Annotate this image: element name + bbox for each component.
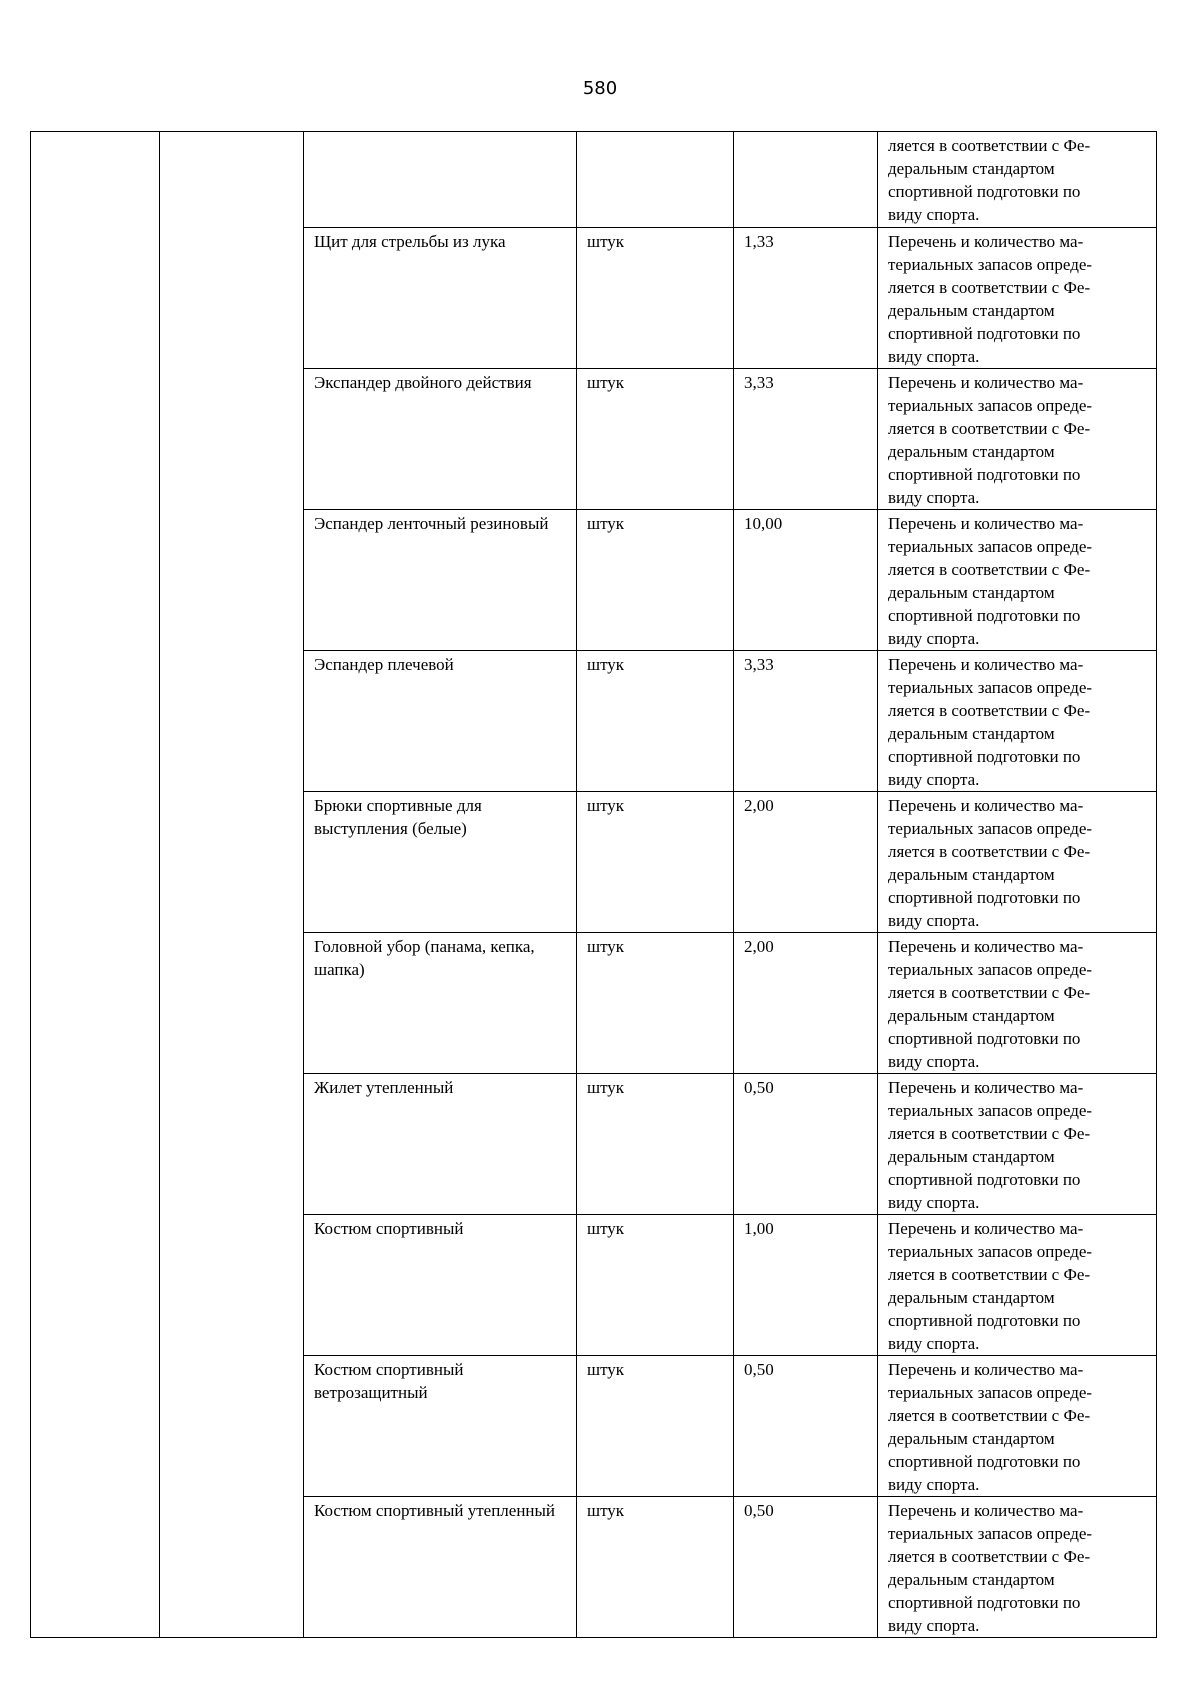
cell-quantity: 3,33 bbox=[734, 369, 878, 510]
cell-unit: штук bbox=[577, 228, 734, 369]
table-body bbox=[31, 132, 1157, 1638]
merged-cell-col2 bbox=[160, 132, 304, 1638]
cell-unit: штук bbox=[577, 792, 734, 933]
cell-quantity: 0,50 bbox=[734, 1356, 878, 1497]
cell-note: Перечень и количество ма- териальных запасов опреде- ляется в соответствии с Фе- деральным стандартом спортивной подготовки по виду спорта. bbox=[878, 792, 1157, 933]
cell-quantity: 3,33 bbox=[734, 651, 878, 792]
cell-quantity: 10,00 bbox=[734, 510, 878, 651]
cell-note: Перечень и количество ма- териальных запасов опреде- ляется в соответствии с Фе- деральным стандартом спортивной подготовки по виду спорта. bbox=[878, 369, 1157, 510]
merged-cell-col1 bbox=[31, 132, 160, 1638]
cell-name: Экспандер двойного действия bbox=[304, 369, 577, 510]
cell-quantity bbox=[734, 132, 878, 228]
cell-name: Эспандер ленточный резиновый bbox=[304, 510, 577, 651]
cell-note: Перечень и количество ма- териальных запасов опреде- ляется в соответствии с Фе- деральным стандартом спортивной подготовки по виду спорта. bbox=[878, 1497, 1157, 1638]
cell-name: Костюм спортивный ветрозащитный bbox=[304, 1356, 577, 1497]
cell-quantity: 1,00 bbox=[734, 1215, 878, 1356]
cell-note: Перечень и количество ма- териальных запасов опреде- ляется в соответствии с Фе- деральным стандартом спортивной подготовки по виду спорта. bbox=[878, 510, 1157, 651]
cell-name: Жилет утепленный bbox=[304, 1074, 577, 1215]
cell-unit: штук bbox=[577, 1215, 734, 1356]
cell-unit: штук bbox=[577, 933, 734, 1074]
page-number: 580 bbox=[582, 78, 618, 99]
equipment-table bbox=[30, 131, 1157, 1638]
cell-quantity: 1,33 bbox=[734, 228, 878, 369]
cell-note: Перечень и количество ма- териальных запасов опреде- ляется в соответствии с Фе- деральным стандартом спортивной подготовки по виду спорта. bbox=[878, 651, 1157, 792]
cell-unit: штук bbox=[577, 510, 734, 651]
cell-unit: штук bbox=[577, 369, 734, 510]
cell-unit: штук bbox=[577, 1497, 734, 1638]
cell-name: Щит для стрельбы из лука bbox=[304, 228, 577, 369]
cell-unit: штук bbox=[577, 651, 734, 792]
cell-quantity: 2,00 bbox=[734, 933, 878, 1074]
cell-note: Перечень и количество ма- териальных запасов опреде- ляется в соответствии с Фе- деральным стандартом спортивной подготовки по виду спорта. bbox=[878, 1356, 1157, 1497]
cell-name: Головной убор (панама, кепка, шапка) bbox=[304, 933, 577, 1074]
cell-name: Эспандер плечевой bbox=[304, 651, 577, 792]
cell-unit bbox=[577, 132, 734, 228]
cell-name bbox=[304, 132, 577, 228]
cell-note: Перечень и количество ма- териальных запасов опреде- ляется в соответствии с Фе- деральным стандартом спортивной подготовки по виду спорта. bbox=[878, 1074, 1157, 1215]
cell-name: Костюм спортивный утепленный bbox=[304, 1497, 577, 1638]
cell-unit: штук bbox=[577, 1356, 734, 1497]
table-row-continued bbox=[31, 132, 1157, 228]
cell-quantity: 0,50 bbox=[734, 1497, 878, 1638]
cell-quantity: 2,00 bbox=[734, 792, 878, 933]
cell-unit: штук bbox=[577, 1074, 734, 1215]
cell-note: Перечень и количество ма- териальных запасов опреде- ляется в соответствии с Фе- деральным стандартом спортивной подготовки по виду спорта. bbox=[878, 1215, 1157, 1356]
cell-note: ляется в соответствии с Фе- деральным стандартом спортивной подготовки по виду спорта. bbox=[878, 132, 1157, 228]
cell-note: Перечень и количество ма- териальных запасов опреде- ляется в соответствии с Фе- деральным стандартом спортивной подготовки по виду спорта. bbox=[878, 228, 1157, 369]
cell-name: Брюки спортивные для выступления (белые) bbox=[304, 792, 577, 933]
cell-name: Костюм спортивный bbox=[304, 1215, 577, 1356]
cell-note: Перечень и количество ма- териальных запасов опреде- ляется в соответствии с Фе- деральным стандартом спортивной подготовки по виду спорта. bbox=[878, 933, 1157, 1074]
cell-quantity: 0,50 bbox=[734, 1074, 878, 1215]
